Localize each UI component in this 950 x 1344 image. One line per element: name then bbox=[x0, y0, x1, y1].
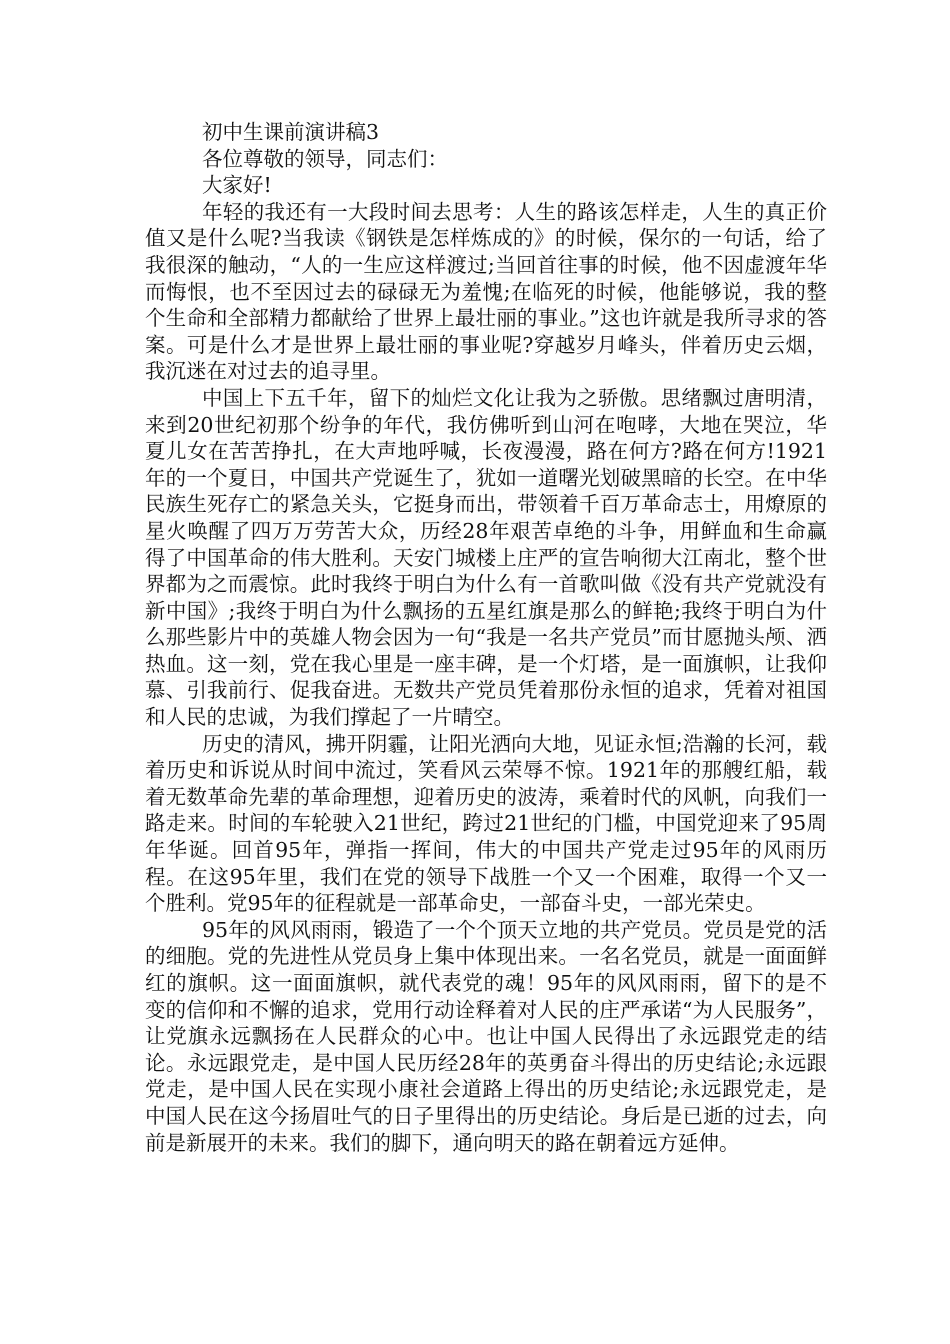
document-page bbox=[145, 119, 827, 1156]
paragraph-4: 95年的风风雨雨，锻造了一个个顶天立地的共产党员。党员是党的活的细胞。党的先进性从党员身上集中体现出来。一名名党员，就是一面面鲜红的旗帜。这一面面旗帜，就代表党的魂！95年的风风雨雨，留下的是不变的信仰和不懈的追求，党用行动诠释着对人民的庄严承诺“为人民服务”，让党旗永远飘扬在人民群众的心中。也让中国人民得出了永远跟党走的结论。永远跟党走，是中国人民历经28年的英勇奋斗得出的历史结论;永远跟党走，是中国人民在实现小康社会道路上得出的历史结论;永远跟党走，是中国人民在这今扬眉吐气的日子里得出的历史结论。身后是已逝的过去，向前是新展开的未来。我们的脚下，通向明天的路在朝着远方延伸。 bbox=[145, 917, 827, 1155]
paragraph-1: 年轻的我还有一大段时间去思考：人生的路该怎样走，人生的真正价值又是什么呢?当我读《钢铁是怎样炼成的》的时候，保尔的一句话，给了我很深的触动，“人的一生应这样渡过;当回首往事的时候，他不因虚渡年华而悔恨，也不至因过去的碌碌无为羞愧;在临死的时候，他能够说，我的整个生命和全部精力都献给了世界上最壮丽的事业。”这也许就是我所寻求的答案。可是什么才是世界上最壮丽的事业呢?穿越岁月峰头，伴着历史云烟，我沉迷在对过去的追寻里。 bbox=[145, 199, 827, 384]
salutation: 各位尊敬的领导，同志们： bbox=[202, 146, 448, 171]
paragraph-2: 中国上下五千年，留下的灿烂文化让我为之骄傲。思绪飘过唐明清，来到20世纪初那个纷争的年代，我仿佛听到山河在咆哮，大地在哭泣，华夏儿女在苦苦挣扎，在大声地呼喊，长夜漫漫，路在何方?路在何方!1921年的一个夏日，中国共产党诞生了，犹如一道曙光划破黑暗的长空。在中华民族生死存亡的紧急关头，它挺身而出，带领着千百万革命志士，用燎原的星火唤醒了四万万劳苦大众，历经28年艰苦卓绝的斗争，用鲜血和生命赢得了中国革命的伟大胜利。天安门城楼上庄严的宣告响彻大江南北，整个世界都为之而震惊。此时我终于明白为什么有一首歌叫做《没有共产党就没有新中国》;我终于明白为什么飘扬的五星红旗是那么的鲜艳;我终于明白为什么那些影片中的英雄人物会因为一句“我是一名共产党员”而甘愿抛头颅、洒热血。这一刻，党在我心里是一座丰碑，是一个灯塔，是一面旗帜，让我仰慕、引我前行、促我奋进。无数共产党员凭着那份永恒的追求，凭着对祖国和人民的忠诚，为我们撑起了一片晴空。 bbox=[145, 385, 827, 730]
greeting: 大家好! bbox=[202, 173, 272, 198]
paragraph-3: 历史的清风，拂开阴霾，让阳光洒向大地，见证永恒;浩瀚的长河，载着历史和诉说从时间中流过，笑看风云荣辱不惊。1921年的那艘红船，载着无数革命先辈的革命理想，迎着历史的波涛，乘着时代的风帆，向我们一路走来。时间的车轮驶入21世纪，跨过21世纪的门槛，中国党迎来了95周年华诞。回首95年，弹指一挥间，伟大的中国共产党走过95年的风雨历程。在这95年里，我们在党的领导下战胜一个又一个困难，取得一个又一个胜利。党95年的征程就是一部革命史，一部奋斗史，一部光荣史。 bbox=[145, 731, 827, 916]
document-title: 初中生课前演讲稿3 bbox=[202, 120, 380, 144]
